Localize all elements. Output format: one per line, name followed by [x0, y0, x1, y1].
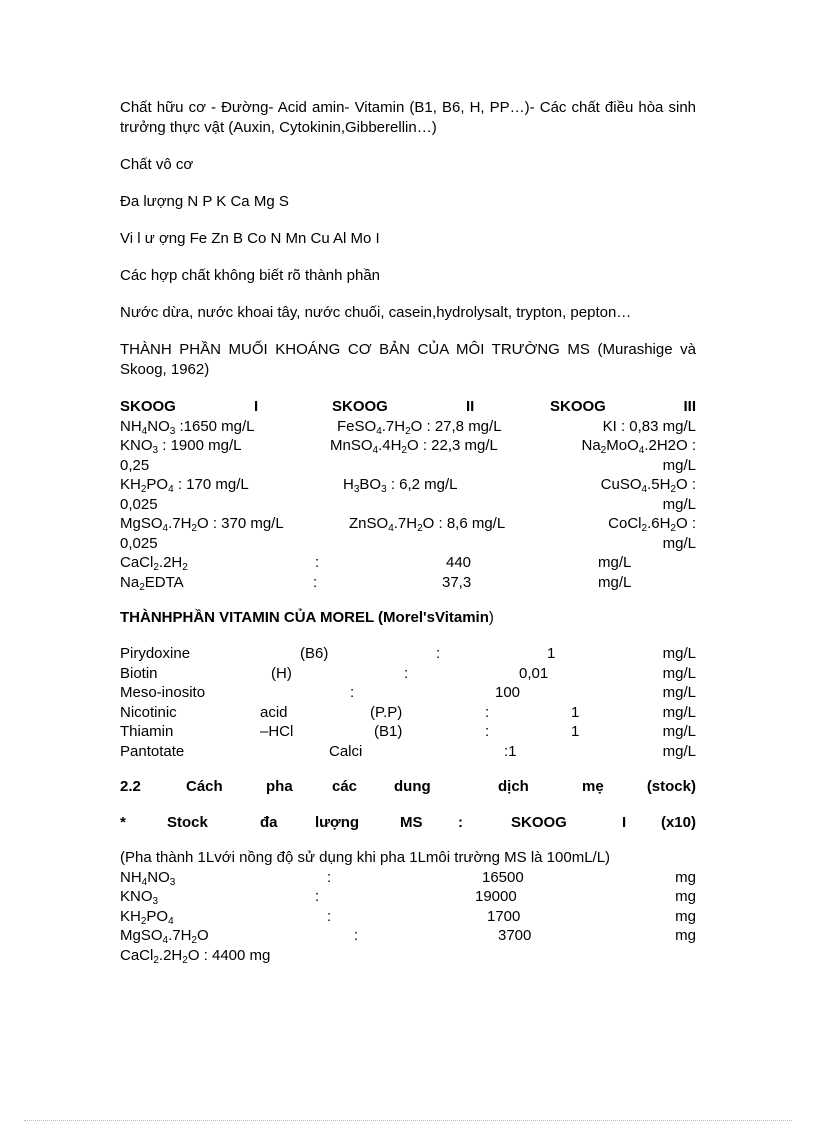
formula-h3bo3: $H_3BO_3$ : 6,2 mg/L: [343, 476, 458, 495]
skoog-row-2-wrap: [120, 456, 696, 476]
vitamin-row: Pirydoxine (B6) : 1 mg/L: [120, 645, 696, 662]
vitamin-title: THÀNHPHẦN VITAMIN CỦA MOREL (Morel'sVitamin): [120, 609, 494, 626]
page-footer-divider: [24, 1120, 792, 1121]
paragraph-natural: Nước dừa, nước khoai tây, nước chuối, casein,hydrolysalt, trypton, pepton…: [120, 304, 632, 321]
unit-na2moo4: mg/L: [662, 456, 696, 474]
paragraph-unknown: Các hợp chất không biết rõ thành phần: [120, 267, 381, 284]
formula-mnso4: $MnSO_4.4H_2O$ : 22,3 mg/L: [330, 437, 498, 456]
vitamin-row: Biotin (H) : 0,01 mg/L: [120, 664, 696, 682]
skoog-table: [120, 397, 696, 592]
formula-cacl2: $CaCl_2.2H_2$: [120, 554, 188, 573]
vitamin-row: Meso-inosito : 100 mg/L: [120, 684, 696, 701]
unit-na2edta: mg/L: [598, 573, 632, 591]
skoog-row-3: [120, 475, 696, 495]
skoog-header-1: SKOOG: [120, 398, 176, 415]
skoog-row-4: [120, 514, 696, 534]
document-page: [120, 98, 696, 965]
skoog-header-3-num: III: [683, 398, 696, 415]
vitamin-row: Nicotinic acid (P.P) : 1 mg/L: [120, 703, 696, 721]
skoog-header: [120, 397, 696, 417]
skoog-row-2: [120, 436, 696, 456]
paragraph-inorganic: Chất vô cơ: [120, 156, 194, 173]
formula-znso4: $ZnSO_4.7H_2O$ : 8,6 mg/L: [349, 515, 506, 534]
vitamin-table: [120, 644, 696, 761]
formula-cocl2: $CoCl_2.6H_2O$ :: [608, 515, 696, 534]
vitamin-row: Pantotate Calci :1 mg/L: [120, 742, 696, 760]
stock-row-nh4no3: $NH_4NO_3$ : 16500 mg: [120, 868, 696, 888]
value-cocl2: 0,025: [120, 534, 158, 552]
paragraph-micro: Vi l ư ợng Fe Zn B Co N Mn Cu Al Mo I: [120, 230, 380, 247]
stock-row-cacl2: $CaCl_2.2H_2O$ : 4400 mg: [120, 946, 271, 966]
colon: :: [315, 554, 320, 571]
formula-ki: KI : 0,83 mg/L: [602, 417, 696, 435]
formula-kh2po4: $KH_2PO_4$ : 170 mg/L: [120, 476, 249, 495]
colon: :: [313, 573, 318, 591]
unit-cuso4: mg/L: [662, 495, 696, 513]
formula-mgso4: $MgSO_4.7H_2O$ : 370 mg/L: [120, 515, 284, 534]
formula-nh4no3: $NH_4NO_3$ :1650 mg/L: [120, 417, 255, 437]
stock-row-mgso4: $MgSO_4.7H_2O$ : 3700 mg: [120, 927, 696, 946]
paragraph-organic: Chất hữu cơ - Đường- Acid amin- Vitamin (B1, B6, H, PP…)- Các chất điều hòa sinh trưởng thực vật (Auxin, Cytokinin,Gibberellin…): [120, 99, 696, 136]
stock-row-kno3: $KNO_3$ : 19000 mg: [120, 888, 696, 907]
skoog-row-3-wrap: [120, 495, 696, 515]
skoog-header-2-num: II: [466, 398, 475, 415]
skoog-header-3: SKOOG: [550, 398, 606, 415]
value-na2edta: 37,3: [442, 573, 472, 591]
paragraph-macro: Đa lượng N P K Ca Mg S: [120, 193, 289, 210]
formula-na2moo4: $Na_2MoO_4.2H2O$ :: [581, 437, 696, 456]
value-cuso4: 0,025: [120, 495, 158, 513]
skoog-row-4-wrap: [120, 534, 696, 554]
stock-note: (Pha thành 1Lvới nồng độ sử dụng khi pha 1Lmôi trường MS là 100mL/L): [120, 849, 611, 866]
unit-cacl2: mg/L: [598, 554, 632, 571]
value-cacl2: 440: [446, 554, 472, 571]
stock-heading: * Stock đa lượng MS : SKOOG I (x10): [120, 813, 696, 831]
ms-title: THÀNH PHẦN MUỐI KHOÁNG CƠ BẢN CỦA MÔI TRƯỜNG MS (Murashige và Skoog, 1962): [120, 341, 696, 378]
formula-na2edta: $Na_2EDTA$: [120, 573, 184, 593]
skoog-row-5: [120, 553, 696, 573]
value-na2moo4: 0,25: [120, 456, 150, 474]
formula-kno3: $KNO_3$ : 1900 mg/L: [120, 437, 242, 456]
formula-cuso4: $CuSO_4.5H_2O$ :: [600, 476, 696, 495]
unit-cocl2: mg/L: [662, 534, 696, 552]
vitamin-row: Thiamin –HCl (B1) : 1 mg/L: [120, 723, 696, 740]
section-heading-2-2: 2.2 Cách pha các dung dịch mẹ (stock): [120, 778, 696, 795]
skoog-row-6: [120, 573, 696, 593]
stock-row-kh2po4: $KH_2PO_4$ : 1700 mg: [120, 907, 696, 927]
skoog-row-1: [120, 417, 696, 437]
skoog-header-2: SKOOG: [332, 398, 388, 415]
skoog-header-1-num: I: [254, 398, 259, 415]
formula-feso4: $FeSO_4.7H_2O$ : 27,8 mg/L: [337, 417, 502, 437]
